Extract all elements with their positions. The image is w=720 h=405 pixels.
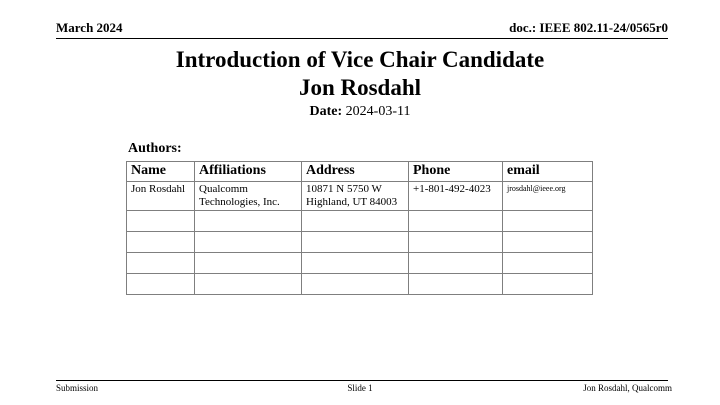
author-address — [302, 182, 409, 211]
authors-label: Authors: — [128, 141, 182, 156]
header-doc-id: doc.: IEEE 802.11-24/0565r0 — [509, 20, 668, 35]
authors-table — [126, 161, 593, 295]
header-divider — [56, 38, 668, 39]
empty-cell — [127, 253, 195, 274]
empty-cell — [409, 232, 503, 253]
empty-cell — [302, 253, 409, 274]
title-line-1: Introduction of Vice Chair Candidate — [175, 47, 545, 72]
address-line-1: 10871 N 5750 W — [306, 183, 382, 195]
table-row — [127, 182, 593, 211]
date-value: 2024-03-11 — [345, 104, 411, 119]
empty-cell — [503, 253, 593, 274]
table-header-row — [127, 162, 593, 182]
author-email: jrosdahl@ieee.org — [503, 182, 593, 211]
affiliation-line-2: Technologies, Inc. — [199, 196, 280, 208]
author-affiliation — [195, 182, 302, 211]
address-line-2: Highland, UT 84003 — [306, 196, 398, 208]
footer-submission: Submission — [56, 383, 99, 393]
affiliation-line-1: Qualcomm — [199, 183, 248, 195]
empty-cell — [127, 274, 195, 295]
empty-cell — [409, 253, 503, 274]
title-line-2: Jon Rosdahl — [298, 75, 422, 100]
column-header-phone: Phone — [409, 162, 503, 182]
author-phone: +1-801-492-4023 — [409, 182, 503, 211]
empty-cell — [302, 274, 409, 295]
empty-cell — [195, 232, 302, 253]
empty-cell — [195, 211, 302, 232]
empty-cell — [503, 274, 593, 295]
empty-cell — [503, 232, 593, 253]
footer-author: Jon Rosdahl, Qualcomm — [583, 383, 672, 393]
empty-cell — [302, 211, 409, 232]
column-header-name: Name — [127, 162, 195, 182]
date-line — [0, 104, 720, 120]
empty-cell — [302, 232, 409, 253]
column-header-address: Address — [302, 162, 409, 182]
empty-cell — [409, 211, 503, 232]
table-row — [127, 232, 593, 253]
header-date: March 2024 — [56, 20, 123, 35]
slide-title — [0, 46, 720, 102]
empty-cell — [127, 232, 195, 253]
table-row — [127, 274, 593, 295]
author-name: Jon Rosdahl — [127, 182, 195, 211]
column-header-affiliations: Affiliations — [195, 162, 302, 182]
empty-cell — [195, 274, 302, 295]
footer-divider — [56, 380, 668, 381]
table-row — [127, 253, 593, 274]
footer-slide-number: Slide 1 — [347, 383, 373, 393]
column-header-email: email — [503, 162, 593, 182]
empty-cell — [195, 253, 302, 274]
empty-cell — [127, 211, 195, 232]
date-label: Date: — [309, 104, 343, 119]
empty-cell — [409, 274, 503, 295]
empty-cell — [503, 211, 593, 232]
table-row — [127, 211, 593, 232]
